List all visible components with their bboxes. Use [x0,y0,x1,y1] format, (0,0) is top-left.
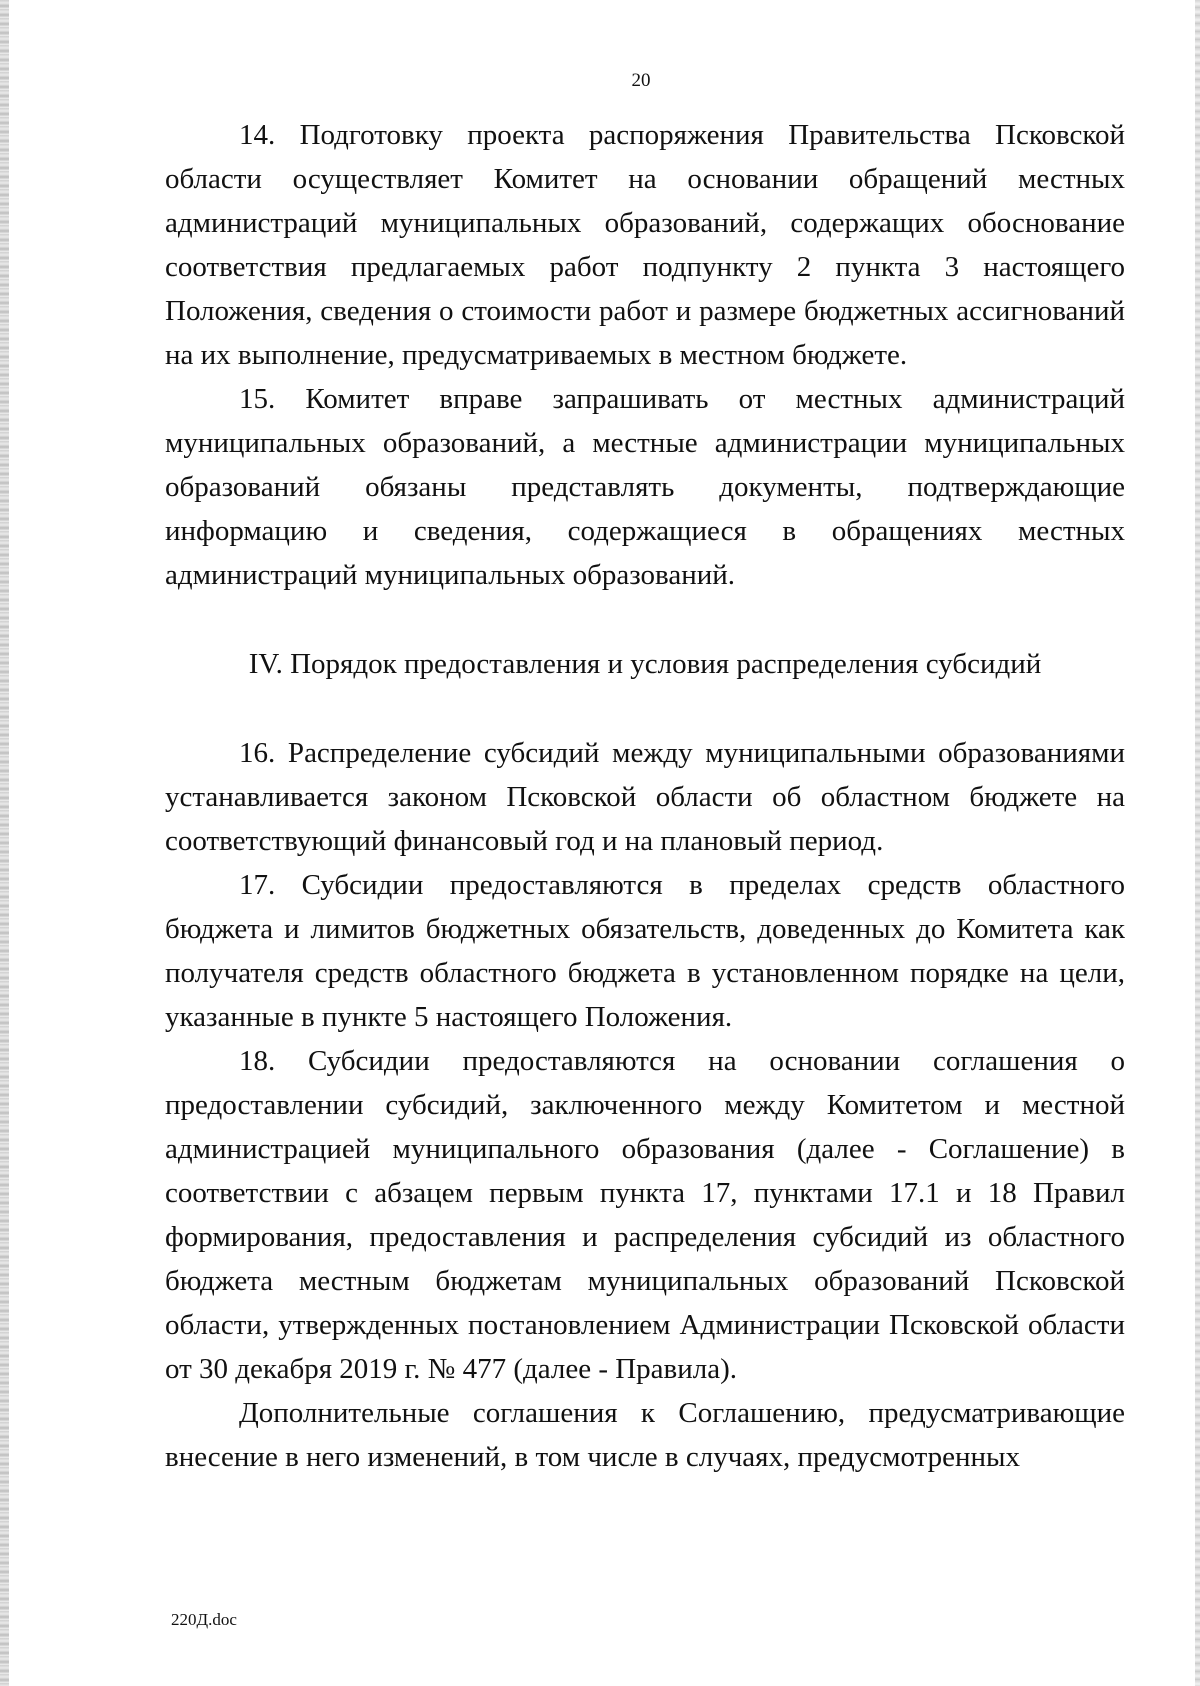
footer-filename: 220Д.doc [171,1610,237,1629]
paragraph-18: 18. Субсидии предоставляются на основании соглашения о предоставлении субсидий, заключенного между Комитетом и местной администрацией муниципального образования (далее - Соглашение) в соответствии с абзацем первым пункта 17, пунктами 17.1 и 18 Правил формирования, предоставления и распределения субсидий из областного бюджета местным бюджетам муниципальных образований Псковской области, утвержденных постановлением Администрации Псковской области от 30 декабря 2019 г. № 477 (далее - Правила). [165,1045,1125,1385]
scan-edge-left [0,0,9,1686]
paragraph-18-additional: Дополнительные соглашения к Соглашению, предусматривающие внесение в него изменений, в том числе в случаях, предусмотренных [165,1397,1125,1473]
paragraph-15: 15. Комитет вправе запрашивать от местных администраций муниципальных образований, а местные администрации муниципальных образований обязаны представлять документы, подтверждающие информацию и сведения, содержащиеся в обращениях местных администраций муниципальных образований. [165,383,1125,591]
paragraph-14: 14. Подготовку проекта распоряжения Правительства Псковской области осуществляет Комитет на основании обращений местных администраций муниципальных образований, содержащих обоснование соответствия предлагаемых работ подпункту 2 пункта 3 настоящего Положения, сведения о стоимости работ и размере бюджетных ассигнований на их выполнение, предусматриваемых в местном бюджете. [165,119,1125,371]
paragraph-16: 16. Распределение субсидий между муниципальными образованиями устанавливается законом Псковской области об областном бюджете на соответствующий финансовый год и на плановый период. [165,737,1125,857]
document-body [165,113,1125,1479]
section-heading: IV. Порядок предоставления и условия распределения субсидий [248,648,1042,680]
scan-edge-right [1195,0,1200,1686]
page-number: 20 [631,70,651,91]
paragraph-17: 17. Субсидии предоставляются в пределах средств областного бюджета и лимитов бюджетных обязательств, доведенных до Комитета как получателя средств областного бюджета в установленном порядке на цели, указанные в пункте 5 настоящего Положения. [165,869,1125,1033]
